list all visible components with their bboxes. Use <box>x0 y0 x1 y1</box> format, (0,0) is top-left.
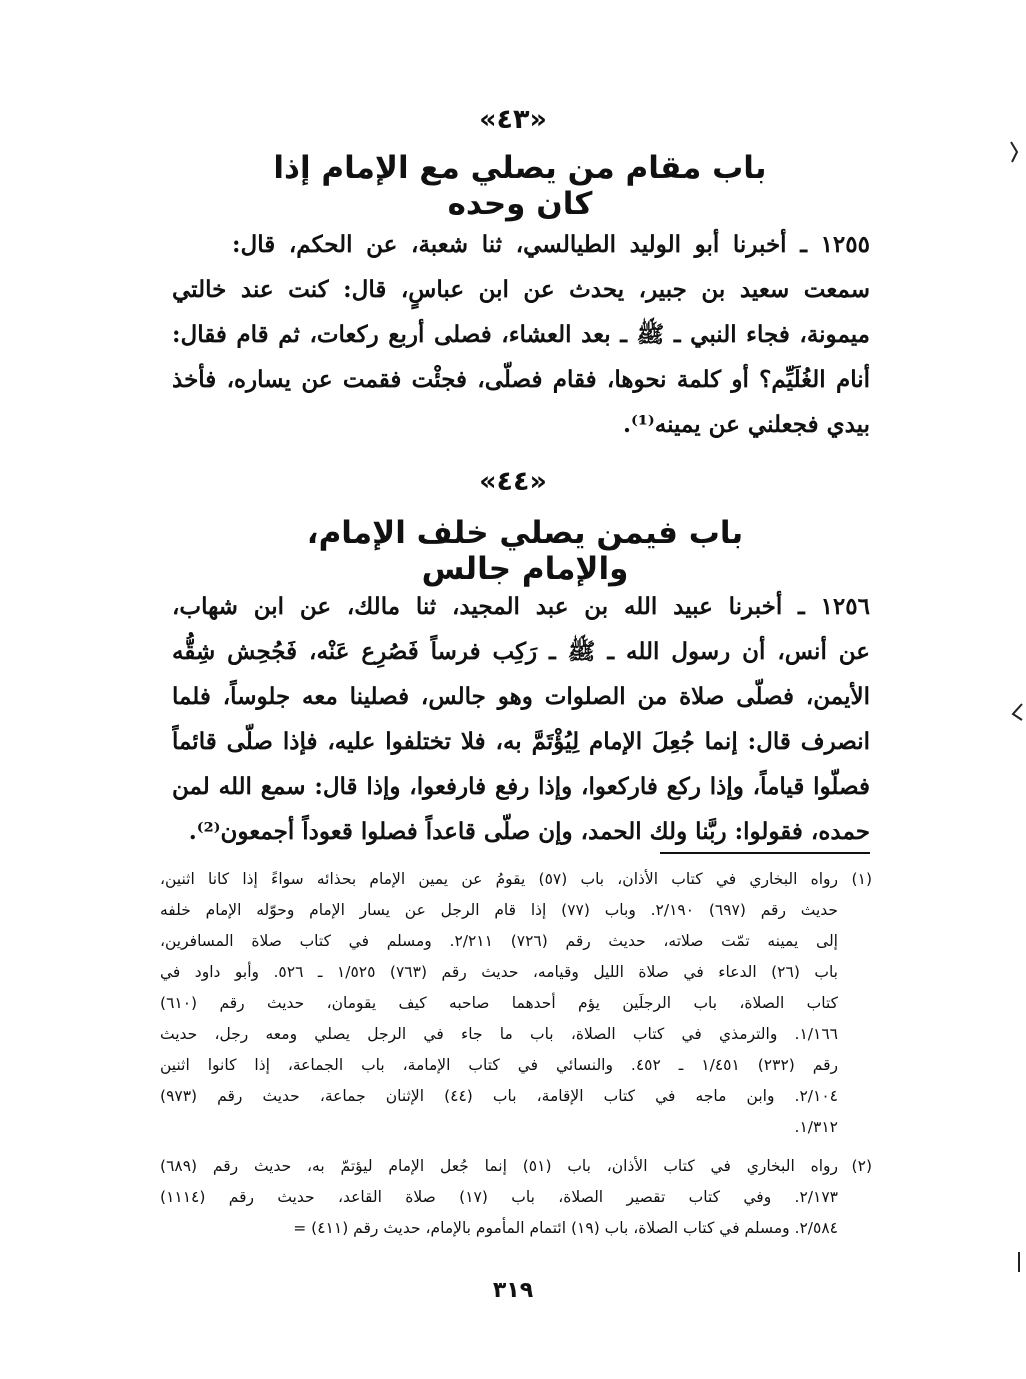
footnote-line: ١/٣١٢. <box>794 1118 838 1136</box>
section-number: «٤٣» <box>479 104 547 135</box>
footnote-marker: (٢) <box>851 1157 872 1175</box>
footnote-line: حديث رقم (٦٩٧) ٢/١٩٠. وباب (٧٧) إذا قام الرجل عن يسار الإمام وحوّله الإمام خلفه <box>160 901 838 919</box>
scan-mark-icon <box>1010 700 1024 724</box>
page-number: ٣١٩ <box>492 1278 534 1303</box>
footnote-divider <box>660 852 870 854</box>
section-number: «٤٤» <box>479 466 547 497</box>
footnote-line: إلى يمينه تمّت صلاته، حديث رقم (٧٢٦) ٢/٢١١. ومسلم في كتاب صلاة المسافرين، <box>160 932 838 950</box>
text-line: حمده، فقولوا: ربَّنا ولك الحمد، وإن صلّى قاعداً فصلوا قعوداً أجمعون⁽²⁾. <box>188 818 870 845</box>
text-line: أنام الغُلَيِّم؟ أو كلمة نحوها، فقام فصلّى، فجئْت فقمت عن يساره، فأخذ <box>172 366 870 393</box>
footnote-line: باب (٢٦) الدعاء في صلاة الليل وقيامه، حديث رقم (٧٦٣) ١/٥٢٥ ـ ٥٢٦. وأبو داود في <box>160 963 838 981</box>
footnote-line: كتاب الصلاة، باب الرجلَين يؤم أحدهما صاحبه كيف يقومان، حديث رقم (٦١٠) <box>160 994 838 1012</box>
footnote-line: ٢/١٠٤. وابن ماجه في كتاب الإقامة، باب (٤٤) الإثنان جماعة، حديث رقم (٩٧٣) <box>160 1087 838 1105</box>
footnote-marker: (١) <box>851 870 872 888</box>
scan-mark-icon <box>1012 1250 1026 1274</box>
hadith-text <box>172 584 870 854</box>
text-line: عن أنس، أن رسول الله ـ ﷺ ـ رَكِب فرساً فَصُرِع عَنْه، فَجُحِش شِقُّه <box>172 638 870 665</box>
scan-mark-icon <box>1008 140 1022 164</box>
footnote-line: رواه البخاري في كتاب الأذان، باب (٥١) إنما جُعل الإمام ليؤتمّ به، حديث رقم (٦٨٩) <box>160 1157 838 1175</box>
footnote <box>160 1151 872 1244</box>
text-line: ١٢٥٦ ـ أخبرنا عبيد الله بن عبد المجيد، ثنا مالك، عن ابن شهاب، <box>172 593 870 620</box>
text-line: ١٢٥٥ ـ أخبرنا أبو الوليد الطيالسي، ثنا شعبة، عن الحكم، قال: <box>232 231 870 258</box>
footnote <box>160 864 872 1143</box>
footnote-line: رواه البخاري في كتاب الأذان، باب (٥٧) يقومُ عن يمين الإمام بحذائه سواءً إذا كانا اثنين، <box>160 870 838 888</box>
text-line: انصرف قال: إنما جُعِلَ الإمام لِيُؤْتَمَّ به، فلا تختلفوا عليه، فإذا صلّى قائماً <box>172 728 870 755</box>
footnote-line: ١/١٦٦. والترمذي في كتاب الصلاة، باب ما جاء في الرجل يصلي ومعه رجل، حديث <box>160 1025 838 1043</box>
footnote-line: ٢/٥٨٤. ومسلم في كتاب الصلاة، باب (١٩) ائتمام المأموم بالإمام، حديث رقم (٤١١) = <box>293 1219 838 1237</box>
footnote-line: رقم (٢٣٢) ١/٤٥١ ـ ٤٥٢. والنسائي في كتاب الإمامة، باب الجماعة، إذا كانوا اثنين <box>160 1056 838 1074</box>
section-title: باب مقام من يصلي مع الإمام إذا كان وحده <box>273 150 767 222</box>
section-title: باب فيمن يصلي خلف الإمام، والإمام جالس <box>306 515 744 587</box>
text-line: سمعت سعيد بن جبير، يحدث عن ابن عباسٍ، قال: كنت عند خالتي <box>172 276 870 303</box>
text-line: فصلّوا قياماً، وإذا ركع فاركعوا، وإذا رفع فارفعوا، وإذا قال: سمع الله لمن <box>172 773 870 800</box>
footnote-line: ٢/١٧٣. وفي كتاب تقصير الصلاة، باب (١٧) صلاة القاعد، حديث رقم (١١١٤) <box>160 1188 838 1206</box>
hadith-text <box>172 222 870 447</box>
text-line: بيدي فجعلني عن يمينه⁽¹⁾. <box>622 411 870 438</box>
text-line: ميمونة، فجاء النبي ـ ﷺ ـ بعد العشاء، فصلى أربع ركعات، ثم قام فقال: <box>172 321 870 348</box>
text-line: الأيمن، فصلّى صلاة من الصلوات وهو جالس، فصلينا معه جلوساً، فلما <box>172 683 870 710</box>
footnotes <box>160 864 872 1244</box>
